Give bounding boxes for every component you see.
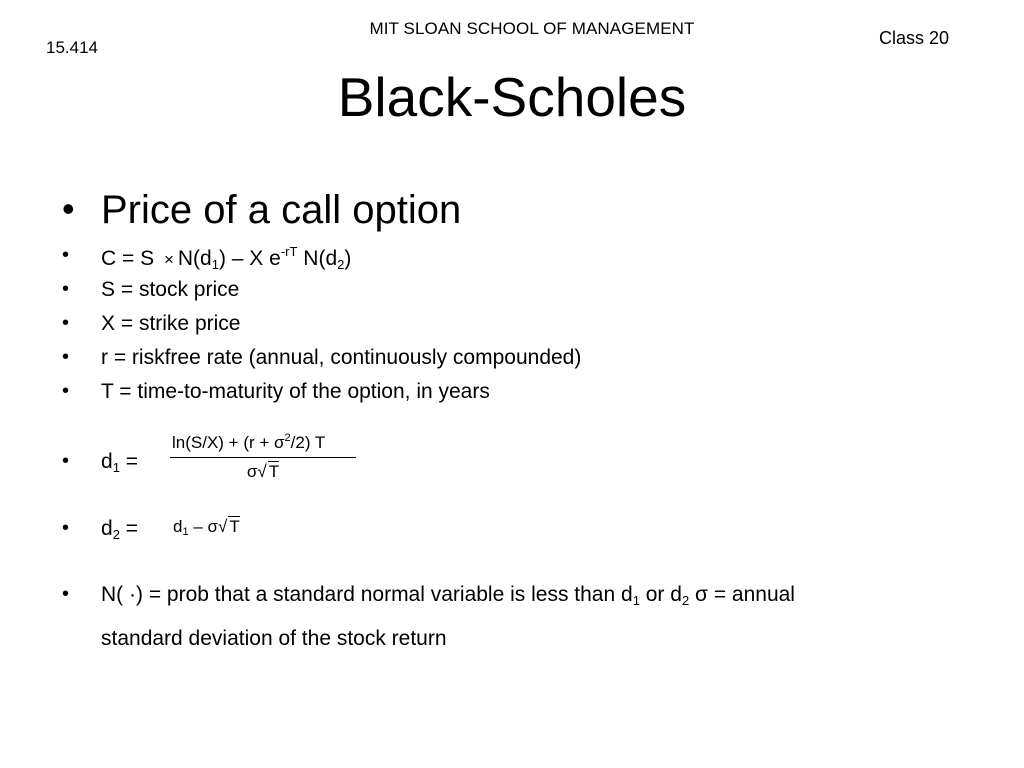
call-formula-prefix: C = S — [101, 247, 155, 270]
d2-expr-b: – σ√ — [188, 517, 228, 536]
class-label: Class 20 — [879, 28, 950, 48]
d2-subscript: 2 — [112, 527, 120, 542]
d2-expression — [173, 516, 240, 538]
call-formula-exp: -rT — [280, 244, 298, 259]
times-symbol: × — [163, 250, 174, 269]
school-name: MIT SLOAN SCHOOL OF MANAGEMENT — [369, 19, 695, 38]
d1-fraction — [170, 432, 356, 482]
d1-letter: d — [101, 450, 113, 473]
bullet-dot: • — [62, 346, 70, 368]
course-code: 15.414 — [46, 38, 98, 57]
bullet-dot: • — [62, 583, 70, 605]
bullet-dot: • — [62, 450, 70, 472]
r-definition: r = riskfree rate (annual, continuously compounded) — [101, 346, 582, 369]
bullet-dot: • — [62, 278, 70, 300]
bullet-dot: • — [62, 244, 70, 266]
bullet-dot: • — [62, 380, 70, 402]
call-formula-n1: N(d — [177, 247, 212, 270]
bullet-dot: • — [62, 312, 70, 334]
d1-denominator-b: T — [268, 462, 280, 481]
d2-letter: d — [101, 517, 113, 540]
n-definition-line2: standard deviation of the stock return — [101, 627, 447, 650]
call-formula — [101, 244, 351, 272]
n-def-sub2: 2 — [681, 593, 690, 608]
call-formula-sub1: 1 — [211, 257, 219, 272]
call-formula-sub2: 2 — [337, 257, 345, 272]
d1-equals: = — [119, 450, 139, 473]
d1-numerator — [170, 432, 356, 453]
d1-numerator-b: /2) T — [290, 433, 326, 452]
d2-label — [101, 517, 138, 542]
n-def-c: σ = annual — [689, 583, 795, 606]
t-definition: T = time-to-maturity of the option, in years — [101, 380, 490, 403]
bullet-main-text: Price of a call option — [101, 188, 462, 232]
d2-expr-sub: 1 — [182, 526, 189, 538]
d1-subscript: 1 — [112, 460, 120, 475]
fraction-bar — [170, 457, 356, 458]
d1-denominator — [170, 461, 356, 482]
n-definition-line1 — [101, 583, 795, 608]
d1-denominator-a: σ√ — [246, 462, 267, 481]
call-formula-n2: N(d — [297, 247, 338, 270]
n-def-b: or d — [639, 583, 682, 606]
n-def-sub1: 1 — [632, 593, 640, 608]
x-definition: X = strike price — [101, 312, 241, 335]
s-definition: S = stock price — [101, 278, 240, 301]
n-def-a: N( ·) = prob that a standard normal variable is less than d — [101, 583, 633, 606]
bullet-dot: • — [62, 188, 75, 229]
call-formula-mid: ) – X e — [218, 247, 281, 270]
d1-label — [101, 450, 138, 475]
bullet-dot: • — [62, 517, 70, 539]
d1-numerator-exp: 2 — [284, 432, 291, 444]
slide-title: Black-Scholes — [337, 66, 687, 128]
d2-expr-c: T — [229, 517, 240, 536]
d2-equals: = — [119, 517, 139, 540]
call-formula-close: ) — [344, 247, 352, 270]
d2-expr-a: d — [173, 517, 183, 536]
d1-numerator-a: ln(S/X) + (r + σ — [172, 433, 285, 452]
